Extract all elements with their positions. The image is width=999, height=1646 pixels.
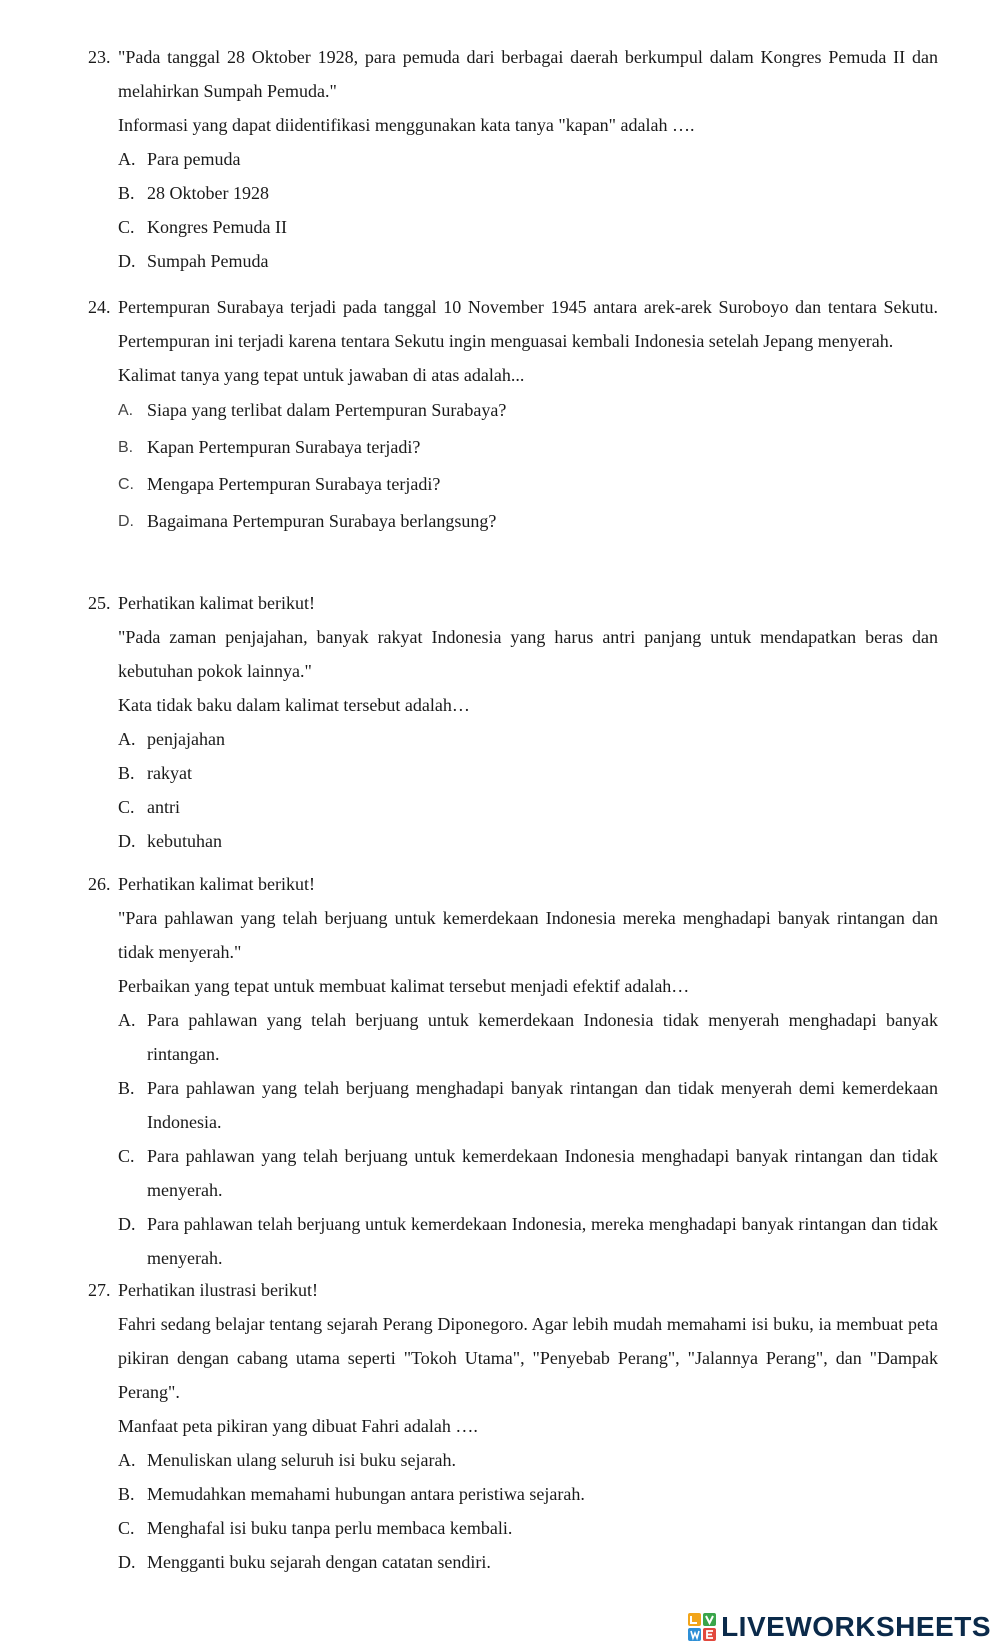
option-letter: C. [118,797,135,817]
option-d[interactable] [118,824,938,858]
option-letter: A. [118,402,134,419]
option-b[interactable] [118,1071,938,1139]
option-text: Sumpah Pemuda [147,251,269,271]
question-prompt: Kata tidak baku dalam kalimat tersebut adalah… [118,695,470,715]
option-c[interactable] [118,1139,938,1207]
option-b[interactable] [118,1477,938,1511]
option-text: Bagaimana Pertempuran Surabaya berlangsung? [147,511,497,531]
option-letter: D. [118,513,134,530]
question-23 [88,40,938,278]
question-27 [88,1273,938,1579]
question-number: 26. [88,874,111,894]
option-text: Kongres Pemuda II [147,217,287,237]
option-d[interactable] [118,503,938,540]
question-number: 27. [88,1280,111,1300]
option-text: 28 Oktober 1928 [147,183,269,203]
question-number: 25. [88,593,111,613]
option-a[interactable] [118,1443,938,1477]
question-prompt: Perbaikan yang tepat untuk membuat kalimat tersebut menjadi efektif adalah… [118,976,690,996]
option-text: Para pahlawan yang telah berjuang untuk kemerdekaan Indonesia tidak menyerah menghadapi banyak rintangan. [147,1010,938,1064]
option-c[interactable] [118,1511,938,1545]
option-text: Mengganti buku sejarah dengan catatan sendiri. [147,1552,491,1572]
liveworksheets-logo-icon [687,1612,717,1642]
question-prompt: Informasi yang dapat diidentifikasi menggunakan kata tanya "kapan" adalah …. [118,115,695,135]
question-text: "Pada tanggal 28 Oktober 1928, para pemuda dari berbagai daerah berkumpul dalam Kongres Pemuda II dan melahirkan Sumpah Pemuda." [118,47,938,101]
option-a[interactable] [118,392,938,429]
question-25 [88,586,938,858]
option-text: rakyat [147,763,192,783]
question-number: 24. [88,297,111,317]
option-text: Para pahlawan yang telah berjuang untuk kemerdekaan Indonesia menghadapi banyak rintangan dan tidak menyerah. [147,1146,938,1200]
question-quote: "Pada zaman penjajahan, banyak rakyat Indonesia yang harus antri panjang untuk mendapatkan beras dan kebutuhan pokok lainnya." [118,627,938,681]
option-text: kebutuhan [147,831,222,851]
question-number: 23. [88,47,111,67]
option-d[interactable] [118,244,938,278]
option-letter: C. [118,1146,135,1166]
option-text: antri [147,797,180,817]
question-instruction: Perhatikan kalimat berikut! [118,593,315,613]
question-instruction: Perhatikan ilustrasi berikut! [118,1280,318,1300]
question-prompt: Kalimat tanya yang tepat untuk jawaban di atas adalah... [118,365,525,385]
option-text: Kapan Pertempuran Surabaya terjadi? [147,437,421,457]
option-c[interactable] [118,790,938,824]
option-d[interactable] [118,1545,938,1579]
option-letter: B. [118,763,135,783]
question-text: Fahri sedang belajar tentang sejarah Perang Diponegoro. Agar lebih mudah memahami isi buku, ia membuat peta pikiran dengan cabang utama seperti "Tokoh Utama", "Penyebab Perang", "Jalannya Perang", dan "Dampak Perang". [118,1314,938,1402]
liveworksheets-logo[interactable] [687,1612,991,1642]
option-text: Memudahkan memahami hubungan antara peristiwa sejarah. [147,1484,585,1504]
option-text: Para pemuda [147,149,241,169]
option-text: Para pahlawan yang telah berjuang menghadapi banyak rintangan dan tidak menyerah demi kemerdekaan Indonesia. [147,1078,938,1132]
option-text: penjajahan [147,729,225,749]
option-letter: D. [118,1552,136,1572]
option-letter: B. [118,183,135,203]
option-letter: B. [118,1484,135,1504]
question-text: Pertempuran Surabaya terjadi pada tanggal 10 November 1945 antara arek-arek Suroboyo dan tentara Sekutu. Pertempuran ini terjadi karena tentara Sekutu ingin menguasai kembali Indonesia setelah Jepang menyerah. [118,297,938,351]
option-c[interactable] [118,210,938,244]
option-text: Mengapa Pertempuran Surabaya terjadi? [147,474,441,494]
option-letter: D. [118,831,136,851]
option-text: Menghafal isi buku tanpa perlu membaca kembali. [147,1518,513,1538]
option-letter: C. [118,476,134,493]
question-26 [88,867,938,1275]
question-quote: "Para pahlawan yang telah berjuang untuk kemerdekaan Indonesia mereka menghadapi banyak rintangan dan tidak menyerah." [118,908,938,962]
option-letter: D. [118,251,136,271]
option-a[interactable] [118,722,938,756]
option-a[interactable] [118,142,938,176]
option-letter: D. [118,1214,136,1234]
option-a[interactable] [118,1003,938,1071]
option-letter: A. [118,1450,136,1470]
option-c[interactable] [118,466,938,503]
question-24 [88,290,938,540]
option-text: Menuliskan ulang seluruh isi buku sejarah. [147,1450,456,1470]
option-text: Para pahlawan telah berjuang untuk kemerdekaan Indonesia, mereka menghadapi banyak rintangan dan tidak menyerah. [147,1214,938,1268]
option-b[interactable] [118,176,938,210]
option-text: Siapa yang terlibat dalam Pertempuran Surabaya? [147,400,507,420]
question-instruction: Perhatikan kalimat berikut! [118,874,315,894]
question-prompt: Manfaat peta pikiran yang dibuat Fahri adalah …. [118,1416,478,1436]
option-letter: A. [118,1010,136,1030]
option-letter: B. [118,1078,135,1098]
option-letter: A. [118,149,136,169]
option-letter: B. [118,439,134,456]
option-b[interactable] [118,429,938,466]
option-letter: C. [118,217,135,237]
option-letter: C. [118,1518,135,1538]
liveworksheets-logo-text: LIVEWORKSHEETS [721,1611,991,1642]
option-letter: A. [118,729,136,749]
option-d[interactable] [118,1207,938,1275]
option-b[interactable] [118,756,938,790]
